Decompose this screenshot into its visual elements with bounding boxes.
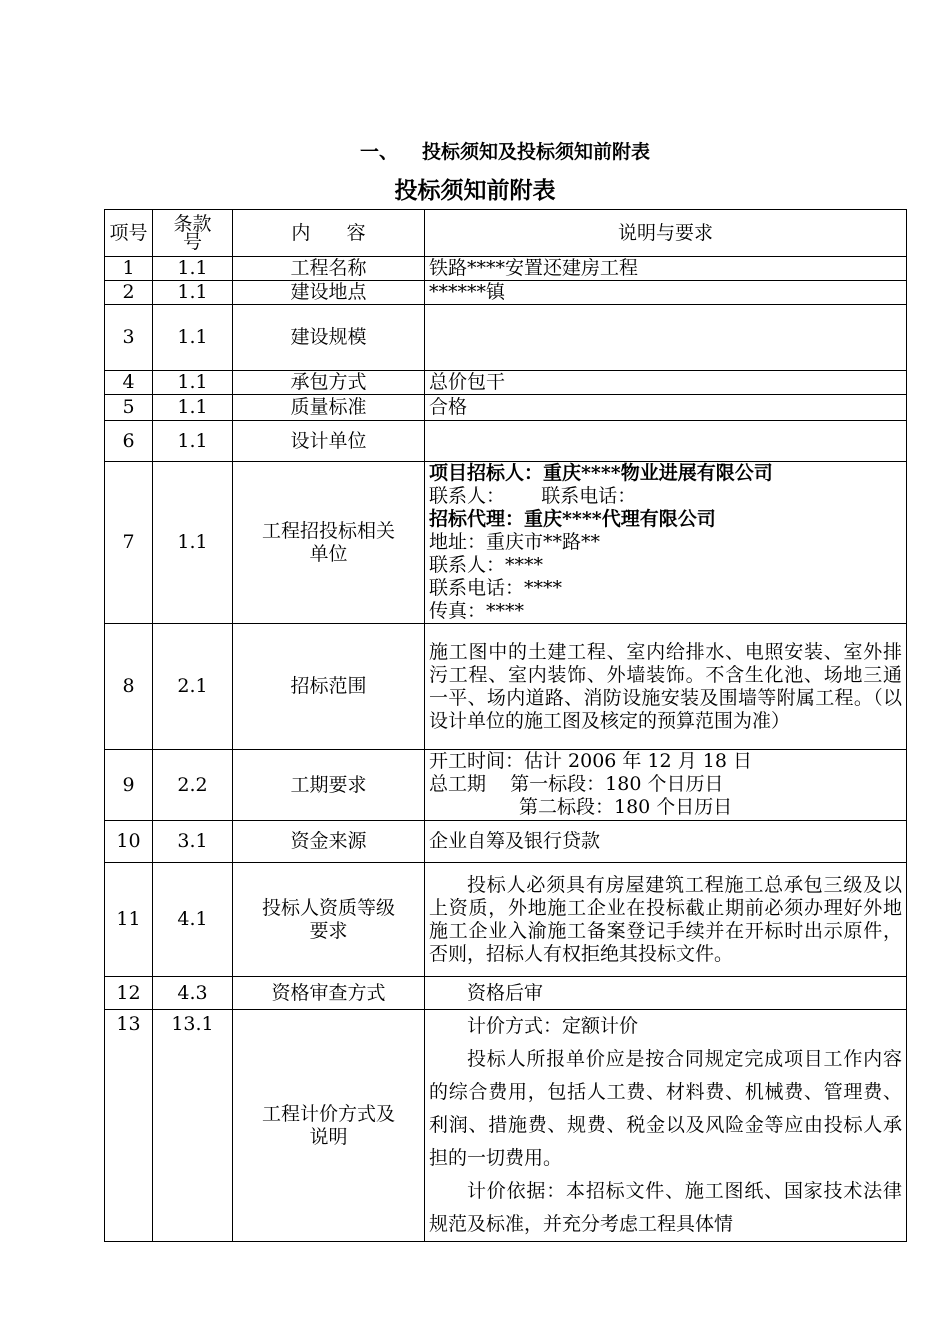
- table-row: [105, 371, 907, 395]
- row-clause: 1.1: [153, 371, 233, 395]
- bid-notice-table: [104, 209, 907, 1242]
- row-content: 建设规模: [233, 305, 425, 371]
- row-desc: 投标人必须具有房屋建筑工程施工总承包三级及以上资质，外地施工企业在投标截止期前必须办理好外地施工企业入渝施工备案登记手续并在开标时出示原件，否则，招标人有权拒绝其投标文件。: [425, 863, 907, 977]
- row-no: 6: [105, 421, 153, 462]
- table-row: [105, 395, 907, 421]
- row-content: 投标人资质等级 要求: [233, 863, 425, 977]
- row-no: 11: [105, 863, 153, 977]
- row-desc: 施工图中的土建工程、室内给排水、电照安装、室外排污工程、室内装饰、外墙装饰。不含生化池、场地三通一平、场内道路、消防设施安装及围墙等附属工程。（以设计单位的施工图及核定的预算范围为准）: [425, 624, 907, 750]
- row-clause: 1.1: [153, 281, 233, 305]
- row-no: 9: [105, 750, 153, 821]
- table-row: [105, 750, 907, 821]
- table-row: [105, 624, 907, 750]
- table-row: [105, 281, 907, 305]
- unit-price-paragraph: 投标人所报单价应是按合同规定完成项目工作内容的综合费用，包括人工费、材料费、机械费、管理费、利润、措施费、规费、税金以及风险金等应由投标人承担的一切费用。: [429, 1048, 902, 1169]
- pricing-basis-paragraph: 计价依据：本招标文件、施工图纸、国家技术法律规范及标准，并充分考虑工程具体情: [429, 1180, 902, 1235]
- row-desc: [425, 421, 907, 462]
- row-desc: 总价包干: [425, 371, 907, 395]
- row-no: 3: [105, 305, 153, 371]
- agent-contact-line: 联系人：****: [429, 554, 544, 576]
- row-clause: 13.1: [153, 1010, 233, 1242]
- row-content: 工程招投标相关 单位: [233, 462, 425, 624]
- table-row: [105, 305, 907, 371]
- row-desc: [425, 750, 907, 821]
- header-content: 内 容: [233, 210, 425, 257]
- row-clause: 4.1: [153, 863, 233, 977]
- row-desc: 铁路****安置还建房工程: [425, 257, 907, 281]
- row-clause: 2.2: [153, 750, 233, 821]
- table-row: [105, 421, 907, 462]
- section-title: 投标须知及投标须知前附表: [422, 141, 651, 163]
- row-no: 4: [105, 371, 153, 395]
- row-desc: [425, 1010, 907, 1242]
- row-content: 工程计价方式及 说明: [233, 1010, 425, 1242]
- header-no: 项号: [105, 210, 153, 257]
- row-desc: [425, 462, 907, 624]
- row-content: 建设地点: [233, 281, 425, 305]
- row-no: 1: [105, 257, 153, 281]
- table-row: [105, 977, 907, 1010]
- table-row: [105, 821, 907, 863]
- page-title: 投标须知前附表: [394, 178, 556, 204]
- row-clause: 1.1: [153, 305, 233, 371]
- row-clause: 2.1: [153, 624, 233, 750]
- row-no: 7: [105, 462, 153, 624]
- row-no: 8: [105, 624, 153, 750]
- address-line: 地址：重庆市**路**: [429, 531, 601, 553]
- table-header-row: [105, 210, 907, 257]
- row-desc: 企业自筹及银行贷款: [425, 821, 907, 863]
- row-clause: 4.3: [153, 977, 233, 1010]
- row-no: 10: [105, 821, 153, 863]
- row-content: 设计单位: [233, 421, 425, 462]
- section-number: 一、: [359, 141, 398, 163]
- agent-fax-line: 传真：****: [429, 600, 525, 622]
- row-desc: 合格: [425, 395, 907, 421]
- pricing-method-line: 计价方式：定额计价: [467, 1015, 639, 1037]
- row-no: 12: [105, 977, 153, 1010]
- row-clause: 1.1: [153, 462, 233, 624]
- start-date-line: 开工时间：估计 2006 年 12 月 18 日: [429, 750, 752, 772]
- row-content: 工期要求: [233, 750, 425, 821]
- row-content: 质量标准: [233, 395, 425, 421]
- row-clause: 1.1: [153, 421, 233, 462]
- row-no: 2: [105, 281, 153, 305]
- header-desc: 说明与要求: [425, 210, 907, 257]
- table-row: [105, 1010, 907, 1242]
- row-no: 5: [105, 395, 153, 421]
- header-clause: 条款 号: [153, 210, 233, 257]
- tenderer-line: 项目招标人：重庆****物业进展有限公司: [429, 462, 773, 484]
- row-content: 资金来源: [233, 821, 425, 863]
- duration-line-1: 总工期 第一标段：180 个日历日: [429, 773, 724, 795]
- row-desc: [425, 305, 907, 371]
- section-heading: [0, 137, 950, 164]
- row-clause: 1.1: [153, 395, 233, 421]
- row-content: 工程名称: [233, 257, 425, 281]
- row-content: 招标范围: [233, 624, 425, 750]
- agent-line: 招标代理：重庆****代理有限公司: [429, 508, 716, 530]
- row-content: 资格审查方式: [233, 977, 425, 1010]
- row-content: 承包方式: [233, 371, 425, 395]
- table-row: [105, 863, 907, 977]
- row-clause: 1.1: [153, 257, 233, 281]
- contact-line: 联系人： 联系电话：: [429, 485, 637, 507]
- table-row: [105, 462, 907, 624]
- row-desc: 资格后审: [425, 977, 907, 1010]
- duration-line-2: 第二标段：180 个日历日: [519, 796, 733, 818]
- row-no: 13: [105, 1010, 153, 1242]
- row-desc: ******镇: [425, 281, 907, 305]
- table-row: [105, 257, 907, 281]
- row-clause: 3.1: [153, 821, 233, 863]
- agent-phone-line: 联系电话：****: [429, 577, 563, 599]
